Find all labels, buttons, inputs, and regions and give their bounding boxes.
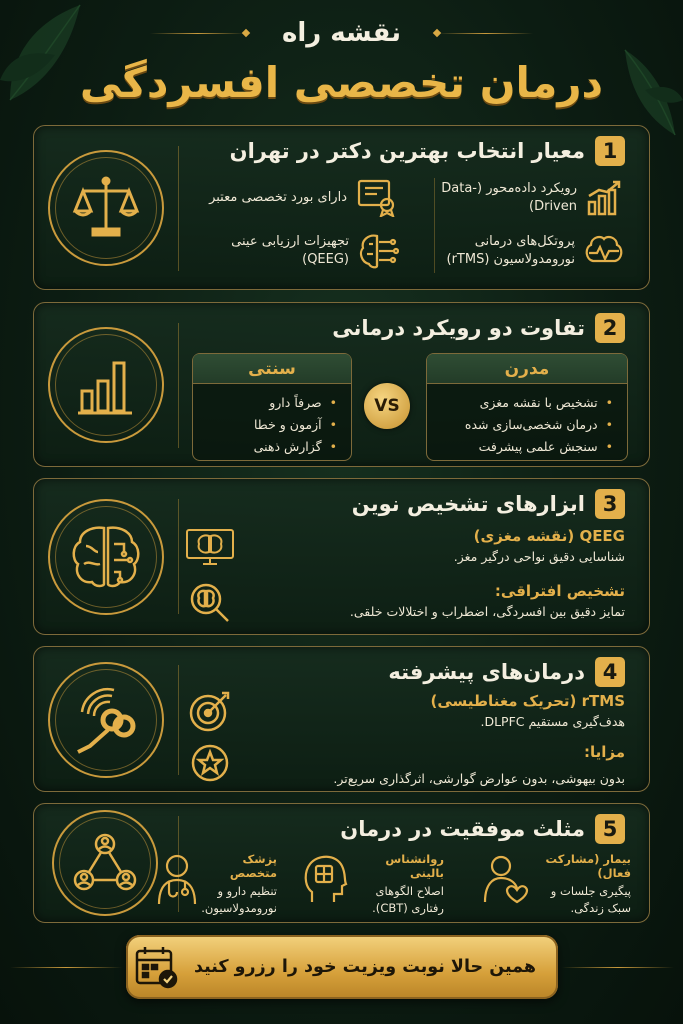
magnifier-brain-icon: [185, 582, 235, 622]
section-title-text: مثلث موفقیت در درمان: [340, 817, 585, 841]
section-title: [230, 136, 625, 166]
triangle-people-icon: [52, 810, 158, 916]
target-icon: [185, 692, 235, 732]
section-advanced-treatments: [33, 646, 650, 792]
feature-item: [435, 178, 625, 218]
book-appointment-button[interactable]: [126, 935, 558, 999]
role-description: پیگیری جلسات و سبک زندگی.: [550, 884, 631, 915]
brain-icon: [48, 499, 164, 615]
tool-title: rTMS (تحریک مغناطیسی): [430, 692, 625, 710]
brain-wave-icon: [583, 231, 625, 271]
section-title-text: معیار انتخاب بهترین دکتر در تهران: [229, 139, 585, 163]
feature-text: پروتکل‌های درمانی نورومدولاسیون (rTMS): [446, 234, 575, 267]
list-item: • آزمون و خطا: [207, 414, 337, 436]
section-divider: [178, 665, 179, 775]
section-divider: [178, 499, 179, 614]
traditional-list: [193, 384, 351, 466]
bar-chart-icon: [48, 327, 164, 443]
modern-label: مدرن: [427, 354, 627, 384]
traditional-approach-box: [192, 353, 352, 461]
role-psychologist: [302, 852, 444, 917]
calendar-check-icon: [126, 945, 186, 989]
tool-title: QEEG (نقشه مغزی): [473, 527, 625, 545]
traditional-label: سنتی: [193, 354, 351, 384]
section-title: [388, 657, 625, 687]
section-title: [352, 489, 625, 519]
feature-text: رویکرد داده‌محور (Data-Driven): [441, 181, 577, 214]
tool-item: [185, 582, 625, 622]
feature-text: دارای بورد تخصصی معتبر: [209, 190, 347, 205]
certificate-icon: [355, 178, 399, 218]
header: [0, 0, 683, 120]
section-number: 2: [595, 313, 625, 343]
section-title: [340, 814, 625, 844]
section-diagnosis-tools: [33, 478, 650, 635]
list-item: • سنجش علمی پیشرفت: [441, 436, 613, 458]
tool-item: [185, 692, 625, 732]
cta-label: همین حالا نوبت ویزیت خود را رزرو کنید: [193, 957, 536, 977]
role-description: اصلاح الگوهای رفتاری (CBT).: [372, 884, 444, 915]
list-item: • تشخیص با نقشه مغزی: [441, 392, 613, 414]
role-patient: [481, 852, 631, 917]
page-title: درمان تخصصی افسردگی: [79, 58, 604, 107]
tool-description: هدف‌گیری مستقیم DLPFC.: [480, 714, 625, 729]
list-item: • صرفاً دارو: [207, 392, 337, 414]
section-title-text: ابزارهای تشخیص نوین: [351, 492, 585, 516]
tms-coil-icon: [48, 662, 164, 778]
role-title: بیمار (مشارکت فعال): [545, 852, 631, 880]
tool-item: [185, 743, 625, 786]
section-divider: [178, 323, 179, 448]
scales-icon: [48, 150, 164, 266]
section-number: 3: [595, 489, 625, 519]
tool-description: بدون بیهوشی، بدون عوارض گوارشی، اثرگذاری سریع‌تر.: [333, 771, 625, 786]
bar-chart-icon: [585, 178, 625, 218]
list-item: • گزارش ذهنی: [207, 436, 337, 458]
feature-item: [189, 231, 399, 271]
vs-badge: VS: [364, 383, 410, 429]
footer-divider-left: [10, 967, 122, 968]
section-number: 5: [595, 814, 625, 844]
section-title: [332, 313, 625, 343]
feature-item: [189, 178, 399, 218]
section-approaches: [33, 302, 650, 467]
list-item: • درمان شخصی‌سازی شده: [441, 414, 613, 436]
patient-heart-icon: [481, 852, 531, 910]
star-icon: [185, 743, 235, 783]
modern-approach-box: [426, 353, 628, 461]
tool-title: مزایا:: [583, 743, 625, 761]
section-divider: [178, 146, 179, 271]
tool-title: تشخیص افتراقی:: [494, 582, 625, 600]
role-doctor: [165, 852, 277, 917]
brain-circuit-icon: [357, 231, 399, 271]
modern-list: [427, 384, 627, 466]
doctor-icon: [157, 852, 197, 910]
section-number: 1: [595, 136, 625, 166]
role-description: تنظیم دارو و نورومدولاسیون.: [201, 884, 277, 915]
section-title-text: تفاوت دو رویکرد درمانی: [332, 316, 585, 340]
section-title-text: درمان‌های پیشرفته: [388, 660, 585, 684]
page-subtitle: نقشه راه: [282, 18, 401, 48]
brain-screen-icon: [185, 527, 235, 567]
feature-item: [415, 231, 625, 271]
tool-description: شناسایی دقیق نواحی درگیر مغز.: [453, 549, 625, 564]
head-puzzle-icon: [302, 852, 348, 908]
section-success-triangle: [33, 803, 650, 923]
footer-divider-right: [562, 967, 674, 968]
role-title: پزشک متخصص: [229, 852, 277, 880]
role-title: روانشناس بالینی: [385, 852, 444, 880]
tool-description: تمایز دقیق بین افسردگی، اضطراب و اختلالات خلقی.: [349, 604, 625, 619]
tool-item: [185, 527, 625, 567]
section-doctor-criteria: [33, 125, 650, 290]
section-number: 4: [595, 657, 625, 687]
feature-text: تجهیزات ارزیابی عینی (QEEG): [231, 234, 349, 267]
